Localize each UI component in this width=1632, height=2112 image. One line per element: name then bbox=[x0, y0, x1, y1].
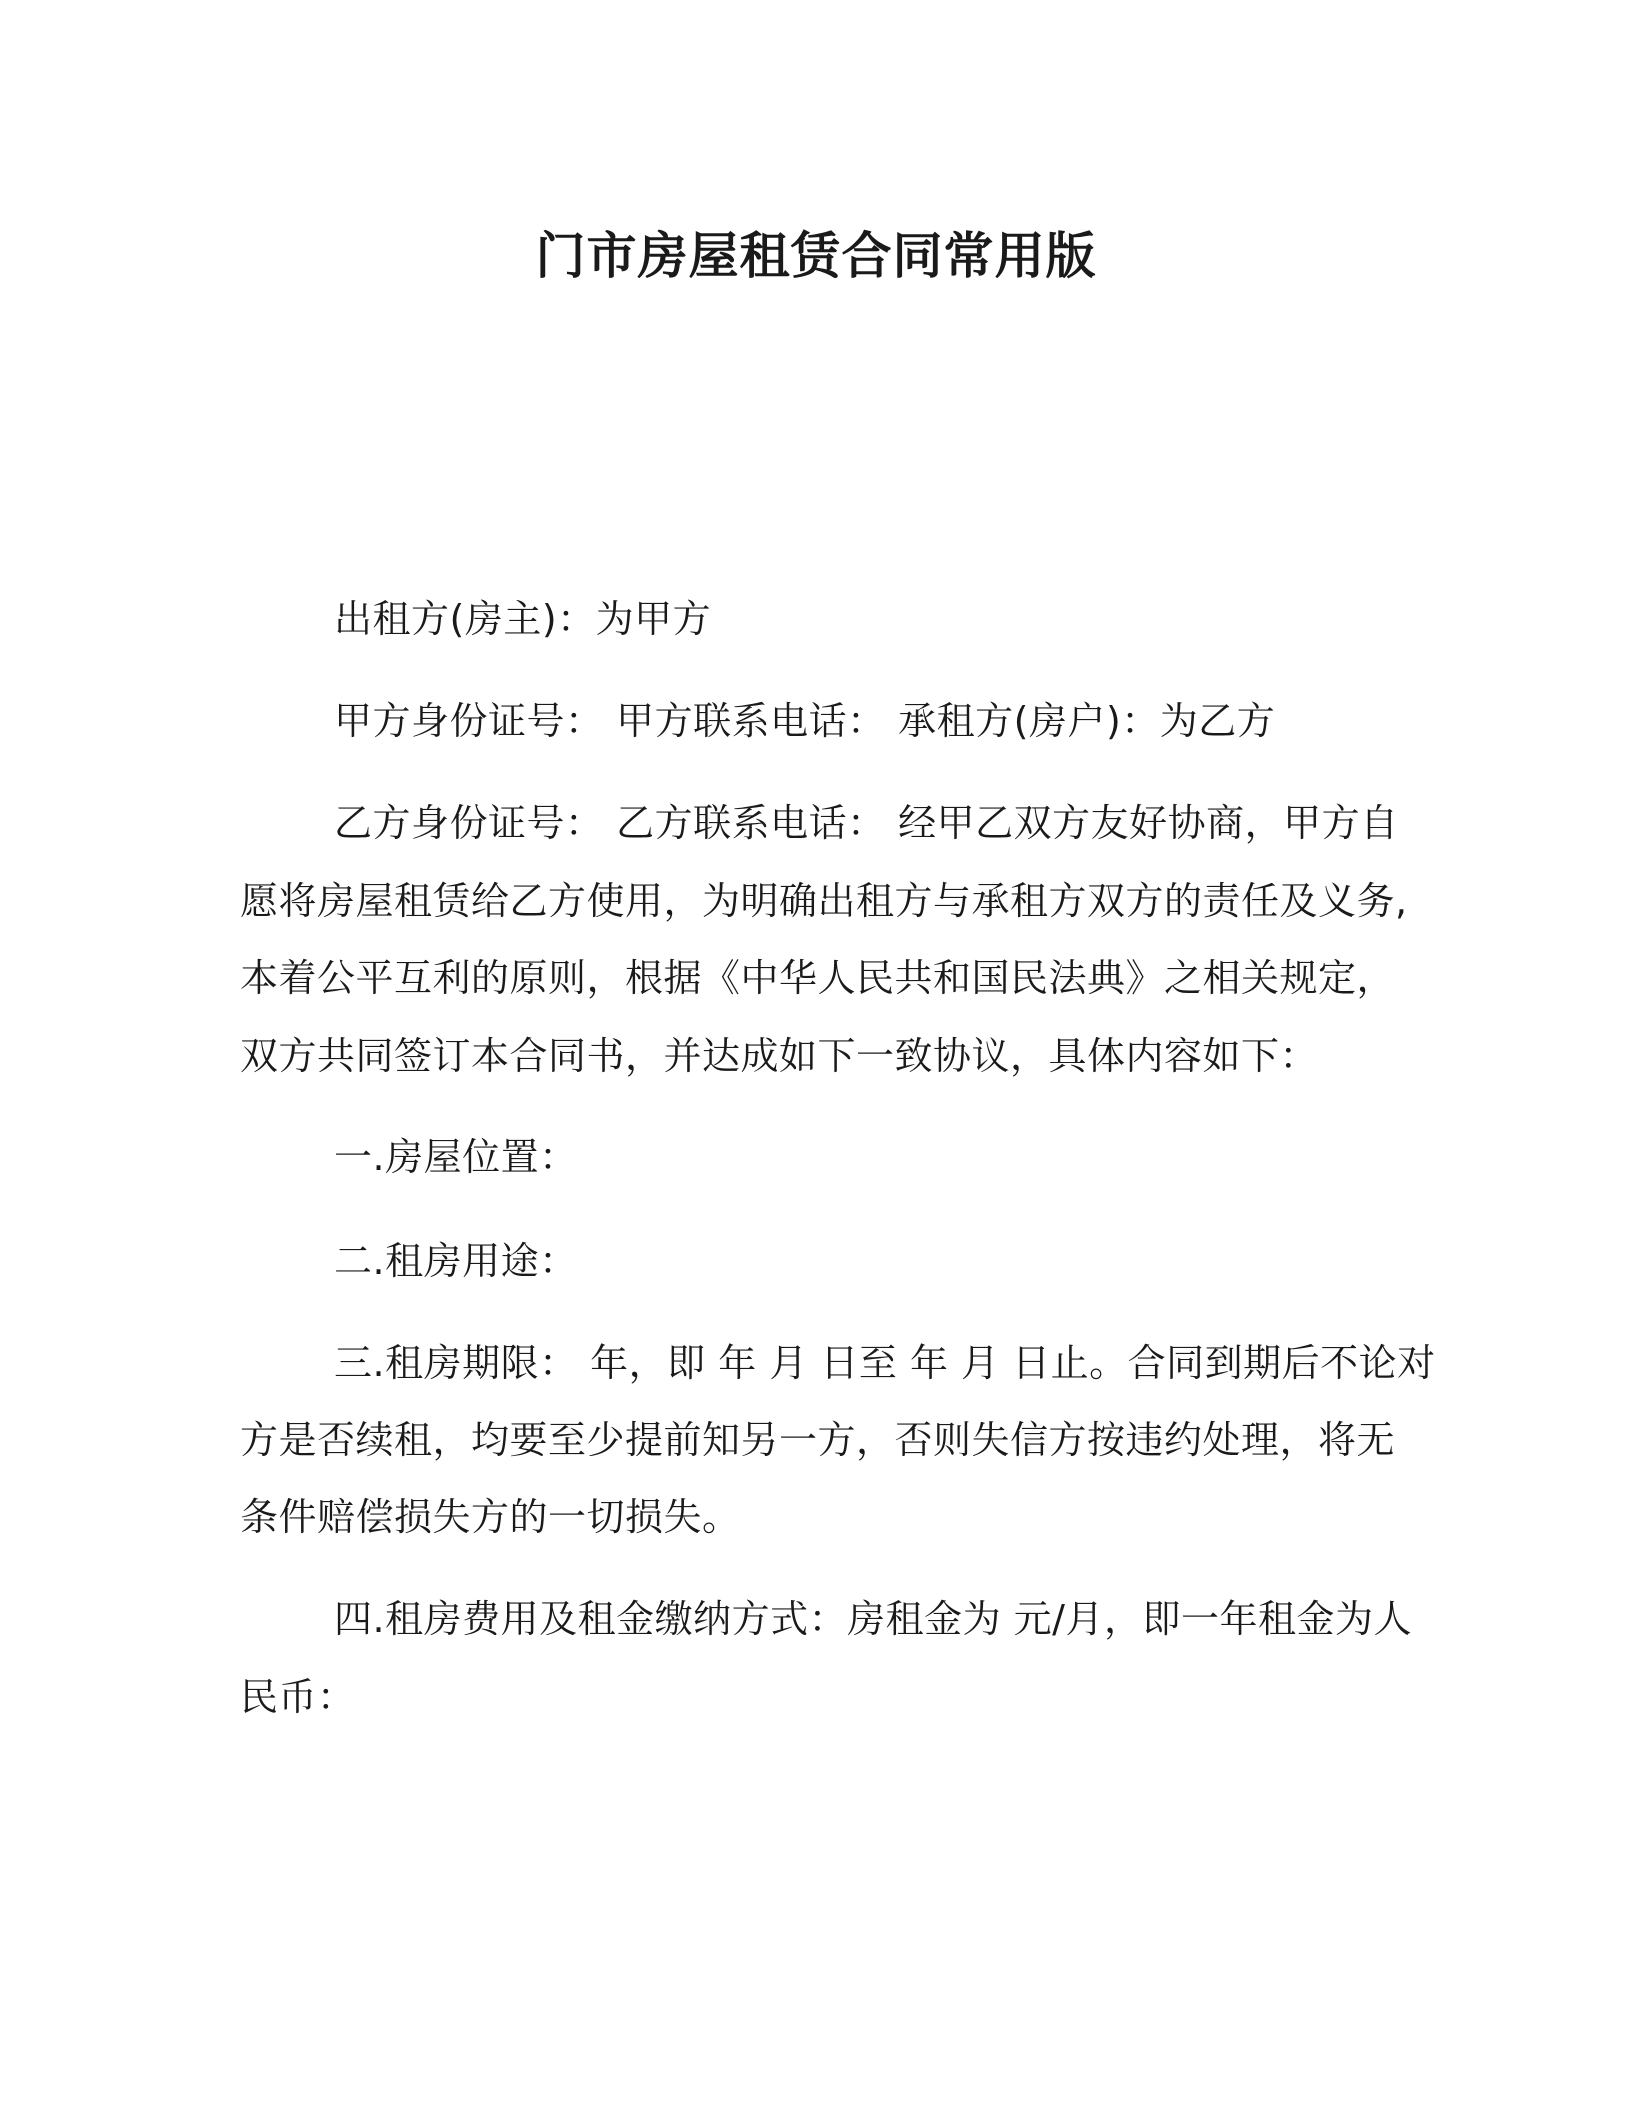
clause-rent-continued: 民币： bbox=[240, 1675, 356, 1719]
landlord-line: 出租方(房主)：为甲方 bbox=[334, 597, 712, 641]
preamble-line: 本着公平互利的原则，根据《中华人民共和国民法典》之相关规定， bbox=[240, 956, 1396, 1000]
preamble-line: 双方共同签订本合同书，并达成如下一致协议，具体内容如下： bbox=[240, 1034, 1319, 1078]
party-b-id-line: 乙方身份证号： 乙方联系电话： 经甲乙双方友好协商，甲方自 bbox=[334, 801, 1399, 845]
clause-term-continued: 方是否续租，均要至少提前知另一方，否则失信方按违约处理，将无 bbox=[240, 1418, 1396, 1462]
clause-location: 一.房屋位置： bbox=[334, 1135, 578, 1179]
clause-term-continued: 条件赔偿损失方的一切损失。 bbox=[240, 1495, 741, 1539]
document-title: 门市房屋租赁合同常用版 bbox=[535, 227, 1097, 285]
clause-purpose: 二.租房用途： bbox=[334, 1239, 578, 1283]
party-a-id-line: 甲方身份证号： 甲方联系电话： 承租方(房户)：为乙方 bbox=[334, 699, 1276, 743]
clause-rent: 四.租房费用及租金缴纳方式：房租金为 元/月，即一年租金为人 bbox=[334, 1597, 1412, 1641]
clause-term: 三.租房期限： 年，即 年 月 日至 年 月 日止。合同到期后不论对 bbox=[334, 1341, 1436, 1385]
preamble-line: 愿将房屋租赁给乙方使用，为明确出租方与承租方双方的责任及义务, bbox=[240, 879, 1408, 923]
